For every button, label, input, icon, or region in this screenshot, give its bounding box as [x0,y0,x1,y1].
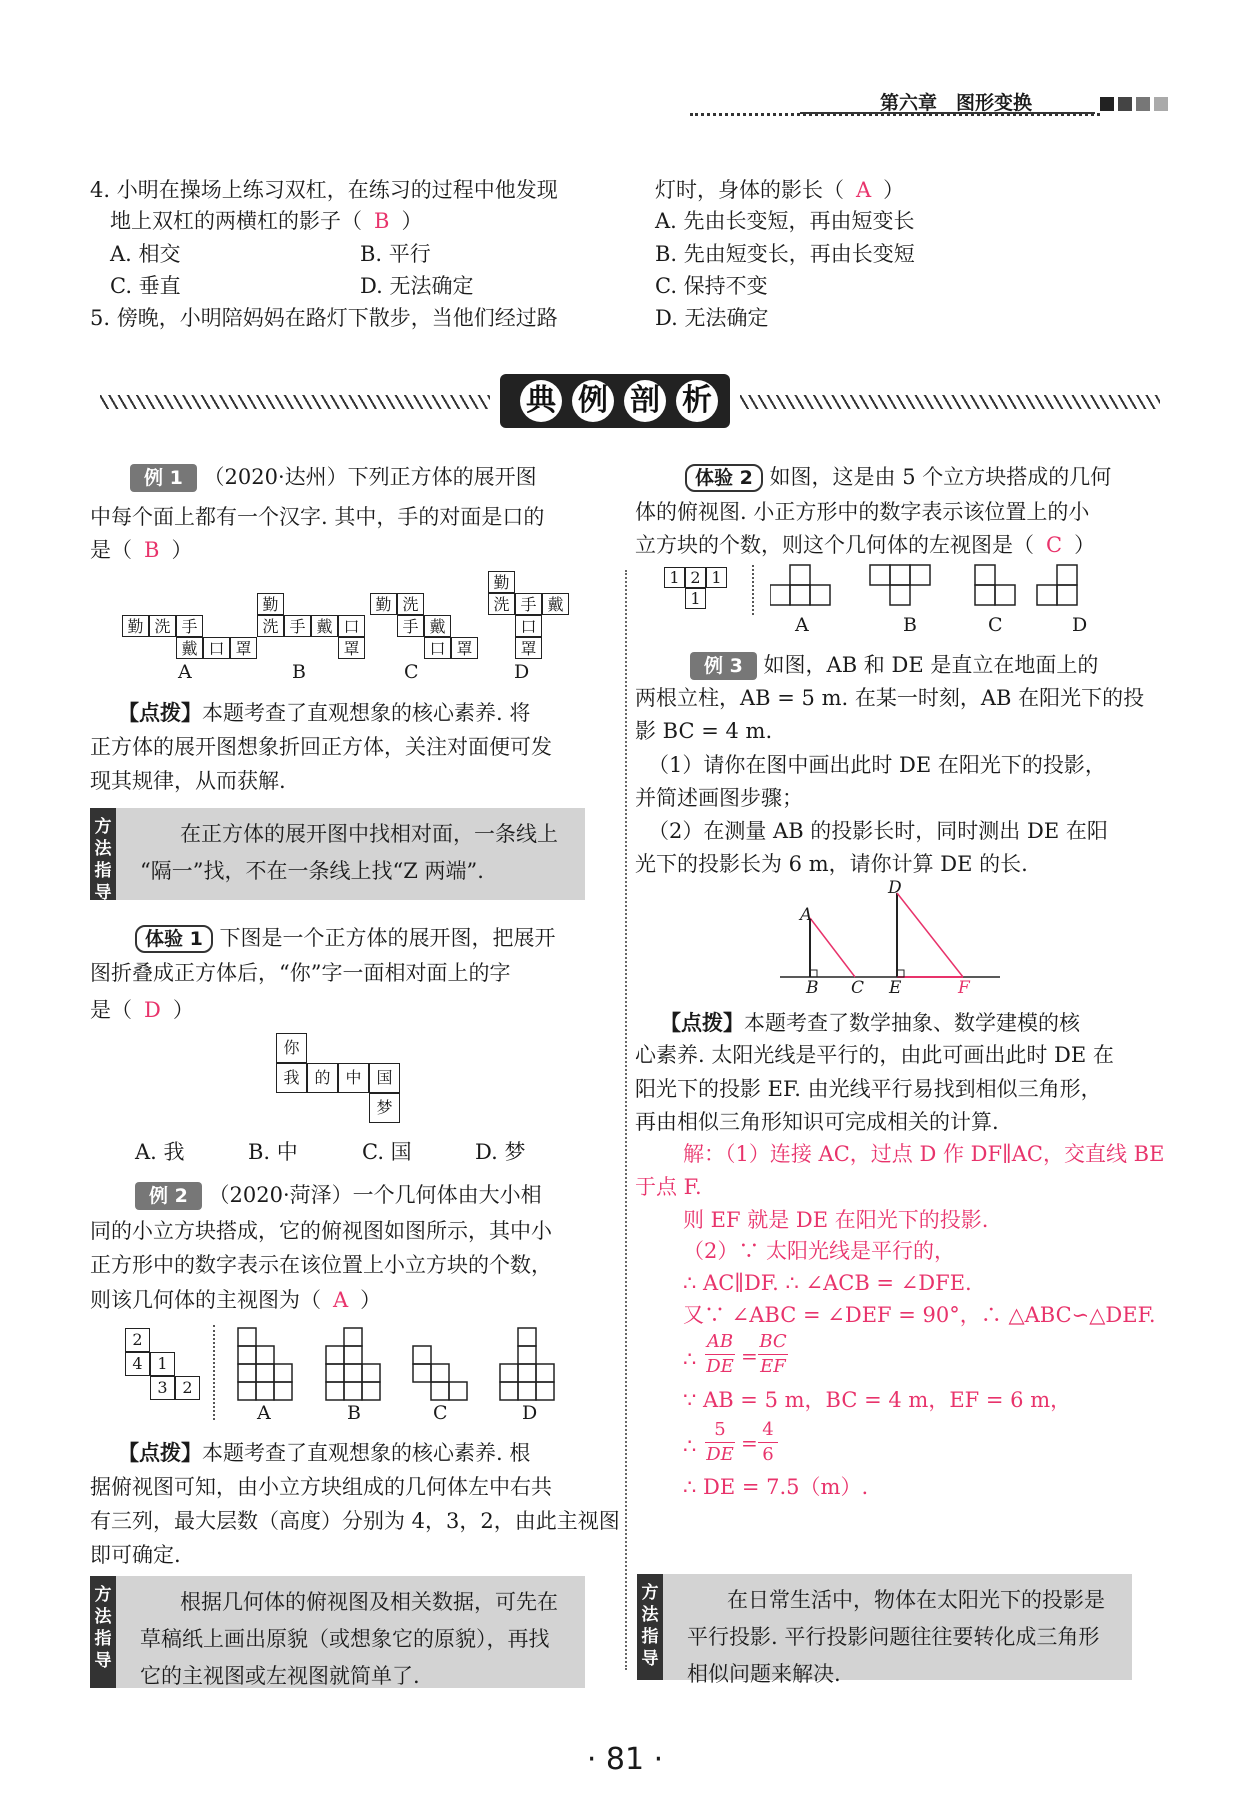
net-cell: 洗 [149,615,176,637]
ex2-line4: 则该几何体的主视图为（ A ） [90,1288,382,1312]
banner-char: 例 [572,380,614,422]
ex3-tip-line4: 再由相似三角形知识可完成相关的计算. [635,1110,999,1134]
method-text: 在正方体的展开图中找相对面，一条线上 “隔一”找，不在一条线上找“Z 两端”. [140,822,558,883]
ex1-method-box [90,808,585,903]
ex3-solution-line: ∴ DE = 7.5（m）. [683,1475,869,1499]
ex1-line1: 例 1 （2020·达州）下列正方体的展开图 [130,462,537,493]
try1-answer: D [144,998,161,1022]
fig-point-label: F [958,978,970,998]
net-cell: 口 [203,637,230,659]
q4-line2: 地上双杠的两横杠的影子（ B ） [110,209,423,233]
net-cell: 戴 [542,593,569,615]
net-cell: 戴 [311,615,338,637]
net-cell: 口 [424,637,451,659]
header-square [1118,97,1132,111]
column-divider [625,570,627,1670]
ex3-solution-line: 于点 F. [635,1175,702,1199]
net-cell: 洗 [257,615,284,637]
try2-answer: C [1046,533,1063,557]
q5-answer: A [856,178,872,202]
ex3-line3: 影 BC = 4 m. [635,719,773,743]
ex2-tip-line1: 【点拨】本题考查了直观想象的核心素养. 根 [118,1440,531,1465]
fig-point-label: C [851,978,865,998]
try1-option-c: C. 国 [362,1140,412,1164]
ex1-line3: 是（ B ） [90,538,193,562]
fig-point-label: E [889,978,902,998]
banner-rule-right [740,395,1160,409]
method-text: 根据几何体的俯视图及相关数据，可先在 草稿纸上画出原貌（或想象它的原貌），再找 它的主视图或左视图就简单了. [140,1590,558,1688]
grid-cell: 1 [685,588,706,609]
ex3-method-box [637,1574,1132,1686]
net-cell: 洗 [488,593,515,615]
ex3-solution-line: ∵ AB = 5 m，BC = 4 m，EF = 6 m， [683,1388,1072,1412]
grid-cell: 4 [125,1352,150,1376]
grid-cell: 1 [664,567,685,588]
chapter-title: 第六章 图形变换 [880,92,1033,114]
ex3-p1-line1: （1）请你在图中画出此时 DE 在阳光下的投影， [648,753,1106,777]
header-square [1100,97,1114,111]
q5-line2: 灯时，身体的影长（ A ） [655,178,905,202]
net-cell: 戴 [424,615,451,637]
banner-rule-left [100,395,490,409]
grid-cell: 2 [125,1328,150,1352]
q5-option-d: D. 无法确定 [655,306,769,330]
net-cell: 勤 [488,571,515,593]
ex2-answer: A [333,1288,349,1312]
fraction-4-6: 4 6 [758,1418,778,1467]
net-cell: 勤 [122,615,149,637]
fraction-bc-ef: BC EF [759,1331,787,1377]
net-cell: 勤 [257,593,284,615]
view-label: B [903,614,917,636]
q4-line1: 4. 小明在操场上练习双杠，在练习的过程中他发现 [90,178,558,202]
ex3-solution-line: 解：（1）连接 AC，过点 D 作 DF∥AC，交直线 BE [683,1142,1165,1166]
ex1-tip-line1: 【点拨】本题考查了直观想象的核心素养. 将 [118,700,531,725]
banner-char: 典 [520,380,562,422]
net-cell: 我 [276,1063,307,1093]
ex2-tip-line3: 有三列，最大层数（高度）分别为 4，3，2，由此主视图 [90,1509,620,1533]
ex2-method-box [90,1576,585,1688]
method-side-label: 方 法 指 导 [637,1574,663,1680]
q4-option-b: B. 平行 [360,242,431,266]
ex1-tip-line3: 现其规律，从而获解. [90,769,286,793]
net-cell: 国 [369,1063,400,1093]
method-side-label: 方 法 指 导 [90,1576,116,1688]
net-label: B [292,661,306,683]
figure-divider [752,565,754,615]
try2-left-views [770,560,1110,615]
ex3-solution-line: 则 EF 就是 DE 在阳光下的投影. [683,1208,989,1232]
fig-point-label: D [888,878,902,898]
try1-line3: 是（ D ） [90,998,194,1022]
view-label: D [1072,614,1088,636]
grid-cell: 2 [685,567,706,588]
header-square [1154,97,1168,111]
ex3-tip-line1: 【点拨】本题考查了数学抽象、数学建模的核 [660,1010,1080,1035]
method-side-label: 方 法 指 导 [90,808,116,900]
fraction-5-de: 5 DE [706,1419,734,1465]
try1-option-b: B. 中 [248,1140,298,1164]
try1-tag: 体验 1 [135,925,213,953]
grid-cell: 2 [175,1376,200,1400]
ex3-tag: 例 3 [690,652,757,680]
ex2-line1: 例 2 （2020·菏泽）一个几何体由大小相 [135,1180,542,1211]
net-cell: 罩 [515,637,542,659]
ex3-solution-line: （2）∵ 太阳光线是平行的， [683,1239,956,1263]
ex3-p2-line1: （2）在测量 AB 的投影长时，同时测出 DE 在阳 [648,819,1108,843]
net-label: A [178,661,192,683]
grid-cell: 1 [706,567,727,588]
view-label: D [522,1402,538,1424]
ex1-tag: 例 1 [130,464,197,492]
net-cell: 手 [515,593,542,615]
grid-cell: 1 [150,1352,175,1376]
view-label: C [433,1402,448,1424]
grid-cell: 3 [150,1376,175,1400]
try2-line1: 体验 2 如图，这是由 5 个立方块搭成的几何 [685,462,1111,493]
net-cell: 梦 [369,1093,400,1123]
fig-point-label: A [800,905,813,925]
banner-char: 剖 [624,380,666,422]
ex3-tip-line3: 阳光下的投影 EF. 由光线平行易找到相似三角形， [635,1077,1102,1101]
try1-line1: 体验 1 下图是一个正方体的展开图，把展开 [135,923,556,954]
view-label: A [795,614,809,636]
page-number: · 81 · [586,1742,664,1777]
q5-option-b: B. 先由短变长，再由长变短 [655,242,915,266]
q5-option-a: A. 先由长变短，再由短变长 [655,209,915,233]
ex2-front-views [230,1320,560,1420]
ex2-line3: 正方形中的数字表示在该位置上小立方块的个数， [90,1253,552,1277]
net-cell: 口 [515,615,542,637]
fig-point-label: B [806,978,819,998]
try1-line2: 图折叠成正方体后，“你”字一面相对面上的字 [90,961,511,985]
try1-option-d: D. 梦 [475,1140,526,1164]
fraction-ab-de: AB DE [706,1331,734,1377]
net-cell: 手 [284,615,311,637]
figure-divider [213,1325,215,1420]
view-label: C [988,614,1003,636]
view-label: A [257,1402,271,1424]
net-cell: 手 [176,615,203,637]
ex3-solution-line: ∴ [683,1347,697,1371]
q4-answer: B [374,209,390,233]
ex3-solution-line: ∴ [683,1434,697,1458]
method-text: 在日常生活中，物体在太阳光下的投影是 平行投影. 平行投影问题往往要转化成三角形 相似问题来解决. [687,1588,1105,1686]
q5-option-c: C. 保持不变 [655,274,768,298]
net-cell: 戴 [176,637,203,659]
net-label: D [514,661,530,683]
banner-char: 析 [676,380,718,422]
q4-option-d: D. 无法确定 [360,274,474,298]
try1-option-a: A. 我 [135,1140,185,1164]
ex3-solution-line: 又∵ ∠ABC = ∠DEF = 90°，∴ △ABC∽△DEF. [683,1303,1156,1327]
ex3-p2-line2: 光下的投影长为 6 m，请你计算 DE 的长. [635,852,1028,876]
ex1-line2: 中每个面上都有一个汉字. 其中，手的对面是口的 [90,505,545,529]
net-cell: 你 [276,1033,307,1063]
ex3-line2: 两根立柱，AB = 5 m. 在某一时刻，AB 在阳光下的投 [635,686,1145,710]
ex2-tip-line2: 据俯视图可知，由小立方块组成的几何体左中右共 [90,1475,552,1499]
ex2-tip-line4: 即可确定. [90,1543,181,1567]
q4-option-a: A. 相交 [110,242,181,266]
try2-line3: 立方块的个数，则这个几何体的左视图是（ C ） [635,533,1096,557]
net-cell: 中 [338,1063,369,1093]
ex3-tip-line2: 心素养. 太阳光线是平行的，由此可画出此时 DE 在 [635,1043,1114,1067]
net-cell: 手 [397,615,424,637]
net-cell: 的 [307,1063,338,1093]
equals-sign: = [741,1431,758,1455]
net-cell: 洗 [397,593,424,615]
ex3-p1-line2: 并简述画图步骤； [635,786,803,810]
ex2-tag: 例 2 [135,1182,202,1210]
ex3-line1: 例 3 如图，AB 和 DE 是直立在地面上的 [690,650,1098,681]
ex3-solution-line: ∴ AC∥DF. ∴ ∠ACB = ∠DFE. [683,1271,972,1295]
q4-option-c: C. 垂直 [110,274,181,298]
net-cell: 勤 [370,593,397,615]
net-label: C [404,661,419,683]
net-cell: 口 [338,615,365,637]
net-cell: 罩 [451,637,478,659]
ex1-answer: B [144,538,160,562]
q5-line1: 5. 傍晚，小明陪妈妈在路灯下散步，当他们经过路 [90,306,558,330]
net-cell: 罩 [230,637,257,659]
ex2-line2: 同的小立方块搭成，它的俯视图如图所示，其中小 [90,1219,552,1243]
view-label: B [347,1402,361,1424]
header-square [1136,97,1150,111]
net-cell: 罩 [338,637,365,659]
ex1-tip-line2: 正方体的展开图想象折回正方体，关注对面便可发 [90,735,552,759]
try2-tag: 体验 2 [685,464,763,492]
equals-sign: = [741,1344,758,1368]
try2-line2: 体的俯视图. 小正方形中的数字表示该位置上的小 [635,500,1090,524]
